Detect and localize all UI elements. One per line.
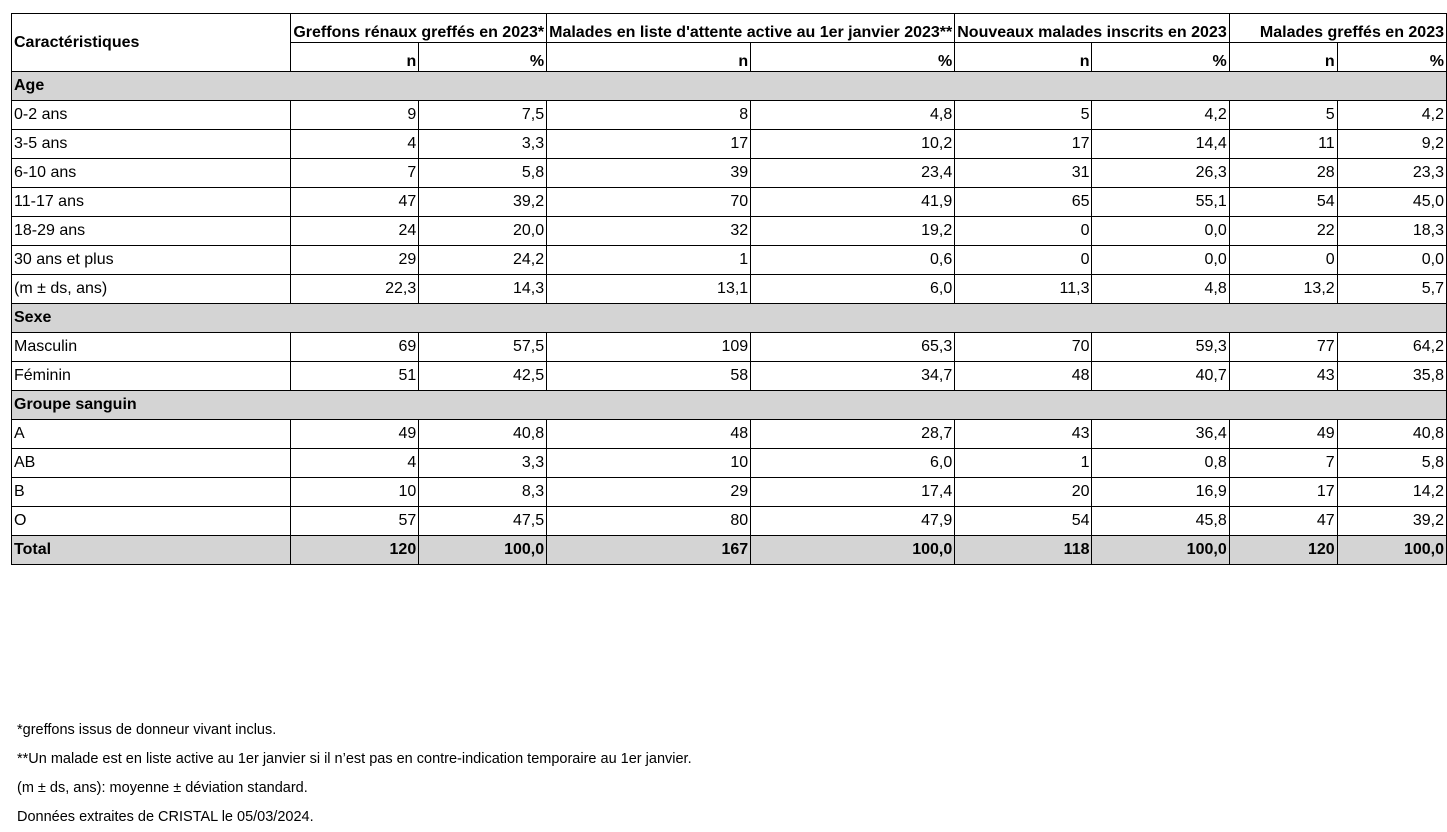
row-label: AB — [12, 449, 291, 478]
table-row — [12, 275, 1447, 304]
cell-n: 22 — [1229, 217, 1337, 246]
cell-pct: 18,3 — [1337, 217, 1446, 246]
cell-n: 0 — [955, 217, 1092, 246]
row-label: 11-17 ans — [12, 188, 291, 217]
cell-pct: 24,2 — [419, 246, 547, 275]
cell-n: 48 — [547, 420, 751, 449]
cell-pct: 16,9 — [1092, 478, 1229, 507]
cell-n: 54 — [955, 507, 1092, 536]
table-row — [12, 333, 1447, 362]
cell-pct: 4,8 — [751, 101, 955, 130]
cell-pct: 5,8 — [419, 159, 547, 188]
cell-pct: 5,7 — [1337, 275, 1446, 304]
cell-n: 22,3 — [291, 275, 419, 304]
total-n: 120 — [291, 536, 419, 565]
cell-n: 47 — [1229, 507, 1337, 536]
cell-n: 49 — [291, 420, 419, 449]
cell-n: 1 — [955, 449, 1092, 478]
group-header-nouveaux-inscrits: Nouveaux malades inscrits en 2023 — [955, 14, 1229, 43]
cell-n: 77 — [1229, 333, 1337, 362]
table-row — [12, 188, 1447, 217]
total-row — [12, 536, 1447, 565]
row-label: A — [12, 420, 291, 449]
cell-n: 13,1 — [547, 275, 751, 304]
cell-pct: 4,2 — [1092, 101, 1229, 130]
row-label: Masculin — [12, 333, 291, 362]
total-pct: 100,0 — [1337, 536, 1446, 565]
cell-n: 57 — [291, 507, 419, 536]
cell-n: 13,2 — [1229, 275, 1337, 304]
cell-pct: 6,0 — [751, 275, 955, 304]
sub-header-n: n — [955, 43, 1092, 72]
cell-pct: 7,5 — [419, 101, 547, 130]
table-row — [12, 246, 1447, 275]
table-row — [12, 217, 1447, 246]
cell-n: 0 — [955, 246, 1092, 275]
total-n: 167 — [547, 536, 751, 565]
cell-n: 10 — [291, 478, 419, 507]
cell-pct: 14,2 — [1337, 478, 1446, 507]
cell-n: 70 — [547, 188, 751, 217]
cell-n: 8 — [547, 101, 751, 130]
cell-n: 70 — [955, 333, 1092, 362]
cell-n: 39 — [547, 159, 751, 188]
row-label: 30 ans et plus — [12, 246, 291, 275]
cell-pct: 34,7 — [751, 362, 955, 391]
total-n: 118 — [955, 536, 1092, 565]
cell-n: 43 — [1229, 362, 1337, 391]
cell-pct: 0,0 — [1337, 246, 1446, 275]
section-row — [12, 304, 1447, 333]
cell-n: 54 — [1229, 188, 1337, 217]
cell-n: 109 — [547, 333, 751, 362]
table-row — [12, 478, 1447, 507]
cell-n: 31 — [955, 159, 1092, 188]
cell-pct: 0,0 — [1092, 217, 1229, 246]
table-row — [12, 507, 1447, 536]
cell-n: 17 — [1229, 478, 1337, 507]
cell-pct: 4,8 — [1092, 275, 1229, 304]
cell-n: 5 — [955, 101, 1092, 130]
cell-pct: 57,5 — [419, 333, 547, 362]
cell-n: 7 — [1229, 449, 1337, 478]
cell-n: 11,3 — [955, 275, 1092, 304]
total-n: 120 — [1229, 536, 1337, 565]
cell-pct: 3,3 — [419, 449, 547, 478]
table-row — [12, 101, 1447, 130]
group-header-malades-greffes: Malades greffés en 2023 — [1229, 14, 1446, 43]
row-label: 3-5 ans — [12, 130, 291, 159]
cell-pct: 47,5 — [419, 507, 547, 536]
cell-n: 80 — [547, 507, 751, 536]
cell-n: 28 — [1229, 159, 1337, 188]
cell-n: 29 — [547, 478, 751, 507]
table-row — [12, 159, 1447, 188]
cell-pct: 41,9 — [751, 188, 955, 217]
cell-pct: 0,8 — [1092, 449, 1229, 478]
section-title: Sexe — [12, 304, 1447, 333]
sub-header-n: n — [547, 43, 751, 72]
row-label: O — [12, 507, 291, 536]
row-label: 18-29 ans — [12, 217, 291, 246]
footnote: **Un malade est en liste active au 1er janvier si il n’est pas en contre-indication temporaire au 1er janvier. — [17, 751, 692, 767]
cell-pct: 3,3 — [419, 130, 547, 159]
section-row — [12, 391, 1447, 420]
cell-pct: 20,0 — [419, 217, 547, 246]
cell-pct: 10,2 — [751, 130, 955, 159]
row-label: Féminin — [12, 362, 291, 391]
table-row — [12, 420, 1447, 449]
cell-n: 24 — [291, 217, 419, 246]
cell-n: 5 — [1229, 101, 1337, 130]
cell-pct: 23,4 — [751, 159, 955, 188]
cell-pct: 14,3 — [419, 275, 547, 304]
cell-n: 20 — [955, 478, 1092, 507]
cell-pct: 17,4 — [751, 478, 955, 507]
characteristics-header: Caractéristiques — [12, 14, 291, 72]
row-label: 6-10 ans — [12, 159, 291, 188]
cell-pct: 40,8 — [419, 420, 547, 449]
group-header-row — [12, 14, 1447, 43]
sub-header-pct: % — [1092, 43, 1229, 72]
cell-n: 58 — [547, 362, 751, 391]
row-label: B — [12, 478, 291, 507]
cell-pct: 39,2 — [419, 188, 547, 217]
cell-pct: 26,3 — [1092, 159, 1229, 188]
total-label: Total — [12, 536, 291, 565]
cell-n: 17 — [547, 130, 751, 159]
cell-pct: 40,8 — [1337, 420, 1446, 449]
footnote: (m ± ds, ans): moyenne ± déviation standard. — [17, 780, 308, 796]
total-pct: 100,0 — [419, 536, 547, 565]
table-row — [12, 362, 1447, 391]
cell-pct: 35,8 — [1337, 362, 1446, 391]
characteristics-table — [11, 13, 1447, 565]
cell-pct: 9,2 — [1337, 130, 1446, 159]
cell-pct: 28,7 — [751, 420, 955, 449]
cell-n: 47 — [291, 188, 419, 217]
cell-n: 43 — [955, 420, 1092, 449]
total-pct: 100,0 — [751, 536, 955, 565]
cell-pct: 55,1 — [1092, 188, 1229, 217]
cell-n: 4 — [291, 449, 419, 478]
cell-n: 1 — [547, 246, 751, 275]
cell-n: 69 — [291, 333, 419, 362]
cell-pct: 40,7 — [1092, 362, 1229, 391]
cell-pct: 0,0 — [1092, 246, 1229, 275]
cell-pct: 6,0 — [751, 449, 955, 478]
table-body — [12, 72, 1447, 565]
row-label: 0-2 ans — [12, 101, 291, 130]
table-row — [12, 130, 1447, 159]
cell-n: 7 — [291, 159, 419, 188]
cell-pct: 5,8 — [1337, 449, 1446, 478]
cell-pct: 45,0 — [1337, 188, 1446, 217]
group-header-liste-attente: Malades en liste d'attente active au 1er janvier 2023** — [547, 14, 955, 43]
cell-pct: 42,5 — [419, 362, 547, 391]
sub-header-n: n — [291, 43, 419, 72]
cell-pct: 47,9 — [751, 507, 955, 536]
row-label: (m ± ds, ans) — [12, 275, 291, 304]
section-row — [12, 72, 1447, 101]
cell-pct: 8,3 — [419, 478, 547, 507]
footnote: *greffons issus de donneur vivant inclus. — [17, 722, 277, 738]
section-title: Groupe sanguin — [12, 391, 1447, 420]
cell-pct: 39,2 — [1337, 507, 1446, 536]
cell-pct: 19,2 — [751, 217, 955, 246]
cell-pct: 0,6 — [751, 246, 955, 275]
cell-n: 51 — [291, 362, 419, 391]
cell-n: 9 — [291, 101, 419, 130]
group-header-greffons: Greffons rénaux greffés en 2023* — [291, 14, 547, 43]
footnotes — [17, 716, 692, 832]
sub-header-pct: % — [1337, 43, 1446, 72]
footnote: Données extraites de CRISTAL le 05/03/2024. — [17, 809, 314, 825]
cell-n: 11 — [1229, 130, 1337, 159]
section-title: Age — [12, 72, 1447, 101]
cell-pct: 4,2 — [1337, 101, 1446, 130]
cell-n: 0 — [1229, 246, 1337, 275]
cell-pct: 23,3 — [1337, 159, 1446, 188]
cell-n: 17 — [955, 130, 1092, 159]
total-pct: 100,0 — [1092, 536, 1229, 565]
cell-n: 49 — [1229, 420, 1337, 449]
sub-header-pct: % — [419, 43, 547, 72]
cell-pct: 36,4 — [1092, 420, 1229, 449]
sub-header-pct: % — [751, 43, 955, 72]
cell-pct: 45,8 — [1092, 507, 1229, 536]
cell-n: 65 — [955, 188, 1092, 217]
cell-pct: 65,3 — [751, 333, 955, 362]
cell-pct: 59,3 — [1092, 333, 1229, 362]
cell-pct: 64,2 — [1337, 333, 1446, 362]
cell-n: 4 — [291, 130, 419, 159]
cell-n: 10 — [547, 449, 751, 478]
table-row — [12, 449, 1447, 478]
cell-n: 32 — [547, 217, 751, 246]
sub-header-n: n — [1229, 43, 1337, 72]
cell-pct: 14,4 — [1092, 130, 1229, 159]
cell-n: 29 — [291, 246, 419, 275]
cell-n: 48 — [955, 362, 1092, 391]
